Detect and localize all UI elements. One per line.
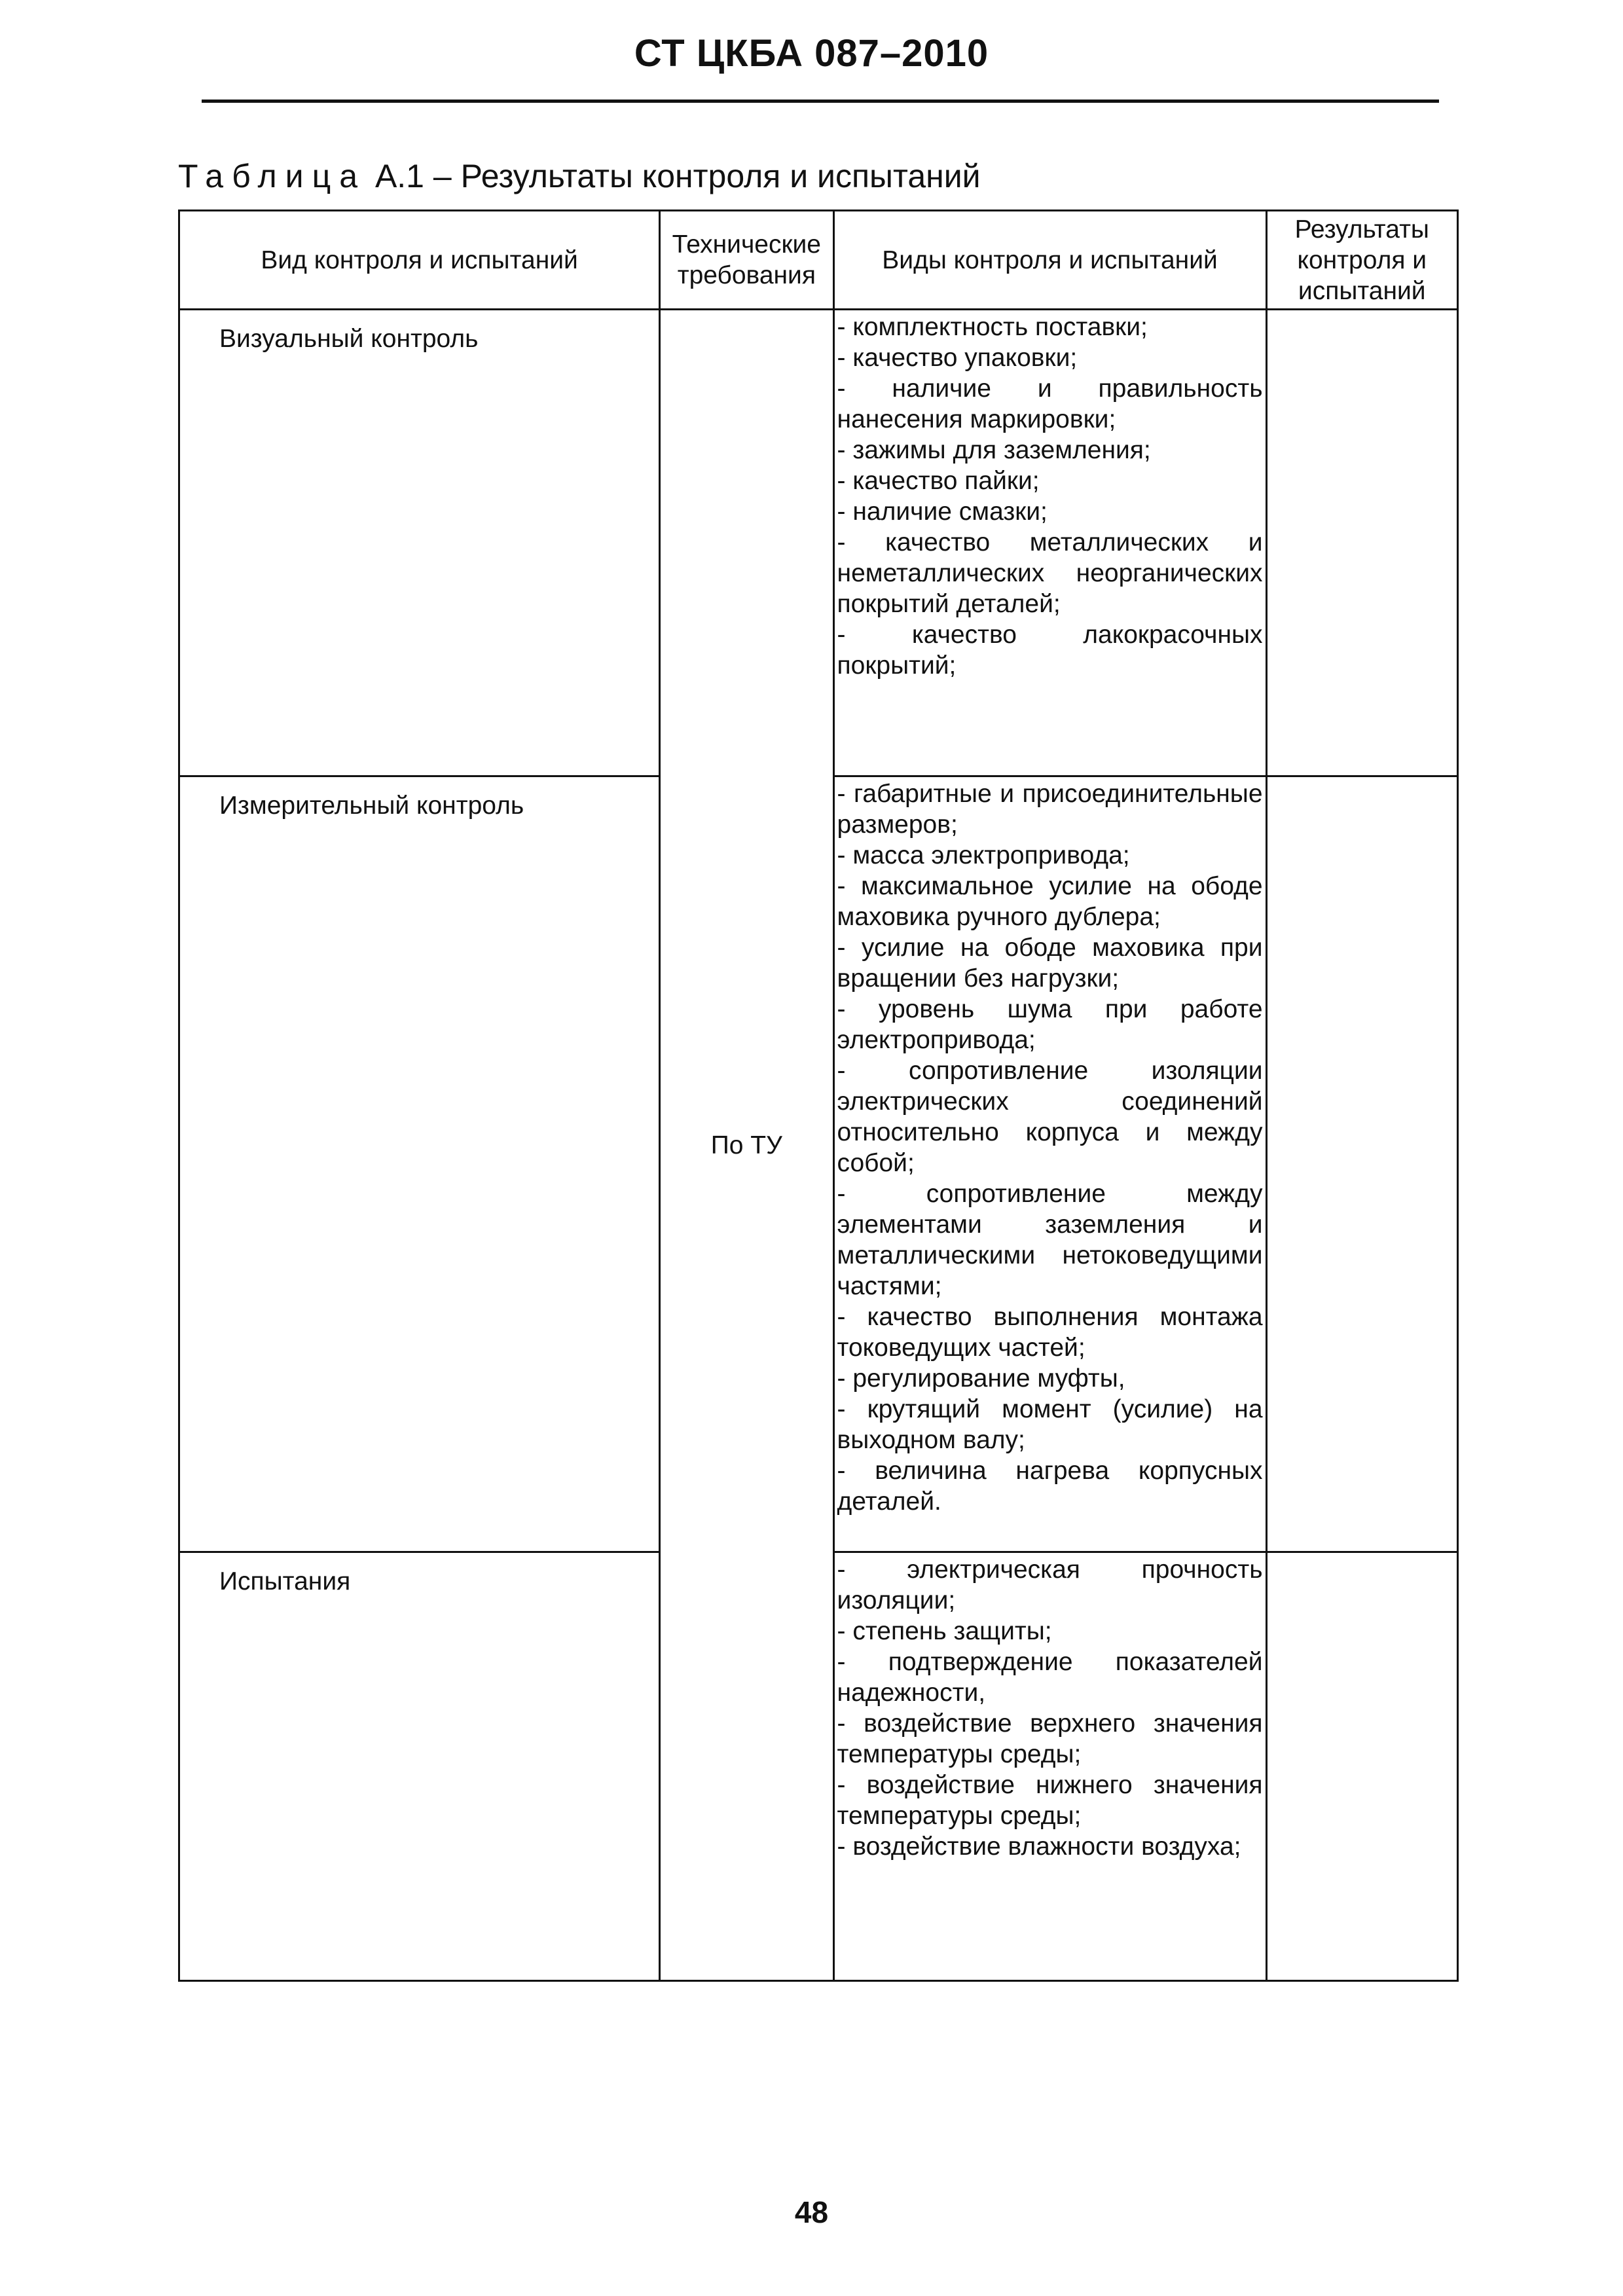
checks-list <box>837 312 1263 681</box>
table-row-visual <box>179 310 1458 776</box>
kind-cell: Испытания <box>179 1552 660 1981</box>
list-item: - габаритные и присоединительные размеров; <box>837 780 1263 839</box>
checks-list-cell <box>833 776 1266 1552</box>
list-item: - воздействие нижнего значения температуры среды; <box>837 1771 1263 1830</box>
checks-list-cell <box>833 310 1266 776</box>
document-code: СТ ЦКБА 087–2010 <box>634 32 989 75</box>
column-header-types: Виды контроля и испытаний <box>833 211 1266 310</box>
result-cell <box>1266 776 1457 1552</box>
page-number: 48 <box>794 2195 829 2229</box>
list-item: - зажимы для заземления; <box>837 436 1151 464</box>
requirements-cell: По ТУ <box>660 310 833 1981</box>
list-item: - регулирование муфты, <box>837 1364 1125 1393</box>
list-item: - комплектность поставки; <box>837 313 1148 341</box>
list-item: - усилие на ободе маховика при вращении без нагрузки; <box>837 934 1263 993</box>
header-divider <box>202 100 1439 103</box>
column-header-results: Результаты контроля и испытаний <box>1266 211 1457 310</box>
list-item: - подтверждение показателей надежности, <box>837 1648 1263 1707</box>
checks-list <box>837 778 1263 1517</box>
results-table <box>178 210 1459 1982</box>
kind-cell: Визуальный контроль <box>179 310 660 776</box>
results-table-wrapper <box>178 210 1459 1982</box>
column-header-kind: Вид контроля и испытаний <box>179 211 660 310</box>
table-caption-label: Таблица <box>178 158 367 194</box>
list-item: - масса электропривода; <box>837 841 1130 869</box>
list-item: - качество упаковки; <box>837 344 1078 372</box>
list-item: - наличие смазки; <box>837 498 1048 526</box>
list-item: - сопротивление изоляции электрических соединений относительно корпуса и между собой; <box>837 1057 1263 1177</box>
list-item: - сопротивление между элементами заземления и металлическими нетоковедущими частями; <box>837 1180 1263 1300</box>
list-item: - воздействие влажности воздуха; <box>837 1832 1241 1861</box>
kind-cell: Измерительный контроль <box>179 776 660 1552</box>
list-item: - качество выполнения монтажа токоведущих частей; <box>837 1303 1263 1362</box>
table-caption <box>178 157 981 195</box>
result-cell <box>1266 310 1457 776</box>
checks-list-cell <box>833 1552 1266 1981</box>
list-item: - качество лакокрасочных покрытий; <box>837 621 1263 680</box>
result-cell <box>1266 1552 1457 1981</box>
list-item: - крутящий момент (усилие) на выходном валу; <box>837 1395 1263 1454</box>
list-item: - наличие и правильность нанесения маркировки; <box>837 374 1263 433</box>
list-item: - степень защиты; <box>837 1617 1052 1645</box>
checks-list <box>837 1554 1263 1862</box>
list-item: - электрическая прочность изоляции; <box>837 1556 1263 1614</box>
list-item: - воздействие верхнего значения температуры среды; <box>837 1709 1263 1768</box>
list-item: - величина нагрева корпусных деталей. <box>837 1457 1263 1516</box>
list-item: - максимальное усилие на ободе маховика ручного дублера; <box>837 872 1263 931</box>
list-item: - уровень шума при работе электропривода; <box>837 995 1263 1054</box>
column-header-requirements: Технические требования <box>660 211 833 310</box>
table-caption-text: А.1 – Результаты контроля и испытаний <box>366 158 981 194</box>
table-header-row <box>179 211 1458 310</box>
list-item: - качество пайки; <box>837 467 1040 495</box>
list-item: - качество металлических и неметаллических неорганических покрытий деталей; <box>837 528 1263 618</box>
